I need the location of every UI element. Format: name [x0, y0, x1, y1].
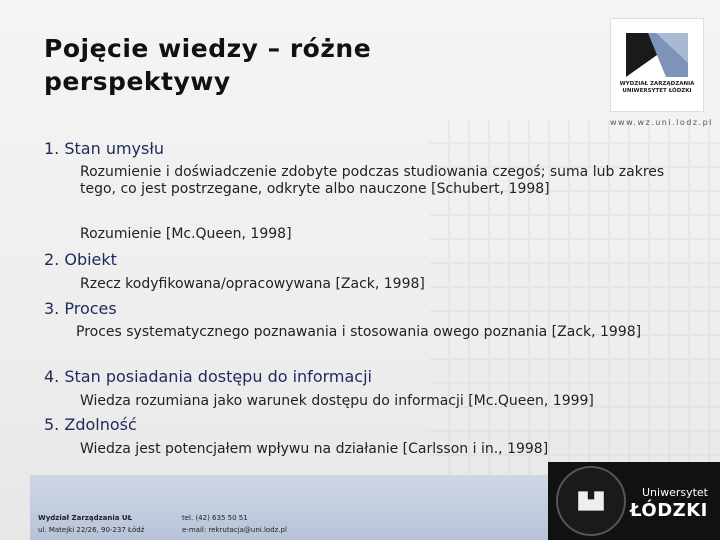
faculty-logo [610, 18, 704, 112]
footer-address-line1: Wydział Zarządzania UŁ [38, 514, 133, 522]
university-name-line2: ŁÓDZKI [630, 500, 708, 521]
list-item-detail: Wiedza jest potencjałem wpływu na działanie [Carlsson i in., 1998] [80, 441, 549, 457]
title-line-1: Pojęcie wiedzy – różne [44, 34, 372, 63]
list-item-detail: Wiedza rozumiana jako warunek dostępu do informacji [Mc.Queen, 1999] [80, 393, 594, 409]
faculty-url: www.wz.uni.lodz.pl [610, 118, 713, 127]
list-item-label: 2. Obiekt [44, 250, 117, 269]
list-item-label: 3. Proces [44, 299, 117, 318]
university-name-line1: Uniwersytet [642, 486, 708, 499]
list-item-label: 1. Stan umysłu [44, 139, 165, 158]
footer-email[interactable]: e-mail: rekrutacja@uni.lodz.pl [182, 526, 287, 534]
seal-emblem-icon [575, 485, 607, 517]
faculty-logo-text: WYDZIAŁ ZARZĄDZANIA UNIWERSYTET ŁÓDZKI [619, 81, 695, 94]
footer-phone: tel. (42) 635 50 51 [182, 514, 248, 522]
list-item-detail: Rozumienie [Mc.Queen, 1998] [80, 226, 292, 242]
list-item-detail: Rozumienie i doświadczenie zdobyte podczas studiowania czegoś; suma lub zakres tego, co jest postrzegane, odkryte albo nauczone [Schubert, 1998] [80, 164, 665, 197]
footer-address-line2: ul. Matejki 22/26, 90-237 Łódź [38, 526, 145, 534]
faculty-logo-icon [626, 33, 688, 77]
list-item-label: 5. Zdolność [44, 415, 137, 434]
list-item-label: 4. Stan posiadania dostępu do informacji [44, 367, 372, 386]
list-item-detail: Proces systematycznego poznawania i stosowania owego poznania [Zack, 1998] [76, 324, 642, 340]
footer-contact [182, 512, 287, 536]
title-line-2: perspektywy [44, 67, 231, 96]
slide-title [44, 32, 371, 98]
list-item-detail: Rzecz kodyfikowana/opracowywana [Zack, 1998] [80, 276, 425, 292]
footer-address [38, 512, 144, 536]
university-seal-icon [556, 466, 626, 536]
